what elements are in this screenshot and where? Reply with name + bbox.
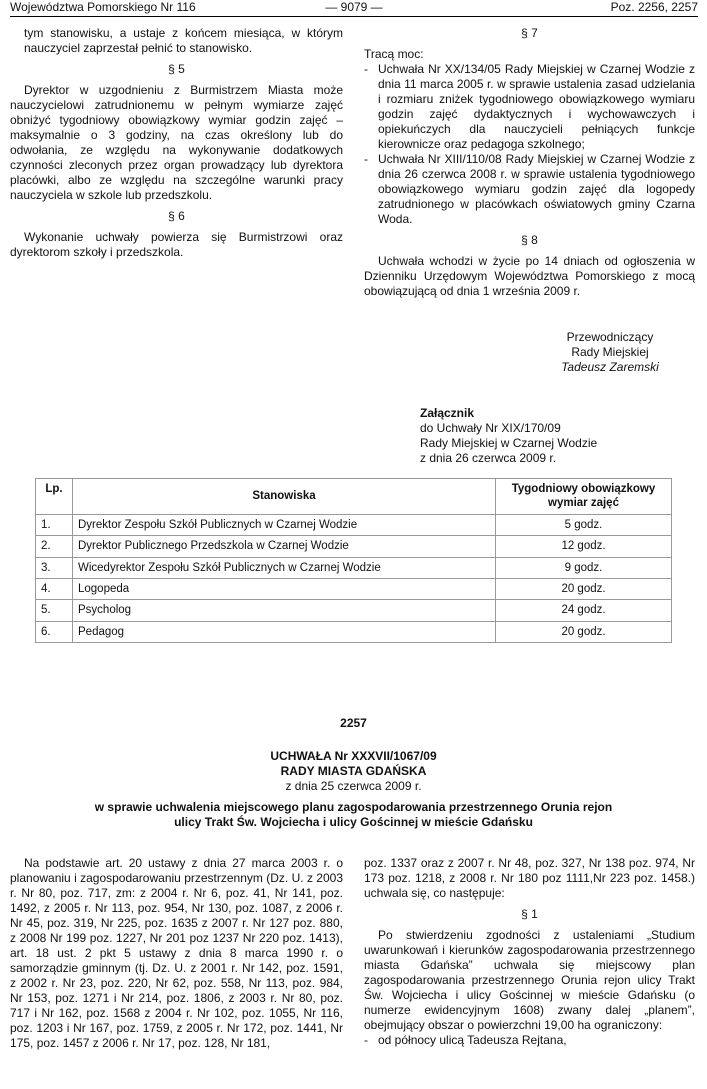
attachment-line: z dnia 26 czerwca 2009 r. xyxy=(420,451,557,465)
table-row xyxy=(36,514,672,535)
attachment-line: Rady Miejskiej w Czarnej Wodzie xyxy=(420,436,598,450)
header-page-number: — 9079 — xyxy=(325,0,383,14)
table-cell: 20 godz. xyxy=(496,621,672,642)
table-cell: 3. xyxy=(36,557,73,578)
repealed-list xyxy=(364,62,695,227)
table-row xyxy=(36,621,672,642)
column-header: Tygodniowy obowiązkowy wymiar zajęć xyxy=(496,479,672,515)
resolution-authority: RADY MIASTA GDAŃSKA xyxy=(280,764,427,778)
section-heading: § 7 xyxy=(521,26,538,40)
resolution-subject: ulicy Trakt Św. Wojciecha i ulicy Gościnnej w mieście Gdańsku xyxy=(174,815,533,829)
table-cell: Logopeda xyxy=(73,578,496,599)
table-cell: Wicedyrektor Zespołu Szkół Publicznych w Czarnej Wodzie xyxy=(73,557,496,578)
table-cell: 5. xyxy=(36,600,73,621)
paragraph: tym stanowisku, a ustaje z końcem miesiąca, w którym nauczyciel zaprzestał pełnić to stanowisko. xyxy=(24,26,343,55)
column-header: Lp. xyxy=(36,479,73,515)
paragraph: Tracą moc: xyxy=(364,47,424,61)
bottom-right-column xyxy=(364,856,695,1054)
workload-table xyxy=(35,478,672,643)
header-journal: Województwa Pomorskiego Nr 116 xyxy=(10,0,196,14)
table-cell: 9 godz. xyxy=(496,557,672,578)
table-header-row xyxy=(36,479,672,515)
boundary-list xyxy=(364,1033,695,1048)
list-item xyxy=(364,1033,695,1048)
signature-line: Rady Miejskiej xyxy=(571,345,649,359)
top-right-column xyxy=(364,26,695,305)
list-item xyxy=(364,152,695,227)
list-item-text: Uchwała Nr XIII/110/08 Rady Miejskiej w Czarnej Wodzie z dnia 26 czerwca 2008 r. w sprawie ustalenia tygodniowego obowiązkowego wymiaru godzin zajęć dla logopedy zatrudnionego w placówkach oświatowych gminy Czarna Woda. xyxy=(378,152,695,226)
table-cell: 5 godz. xyxy=(496,514,672,535)
paragraph: Wykonanie uchwały powierza się Burmistrzowi oraz dyrektorom szkoły i przedszkola. xyxy=(10,230,343,259)
table-row xyxy=(36,557,672,578)
table-cell: 12 godz. xyxy=(496,536,672,557)
section-heading: § 8 xyxy=(521,233,538,247)
top-left-column xyxy=(10,26,343,266)
table-cell: Pedagog xyxy=(73,621,496,642)
section-heading: § 1 xyxy=(521,907,538,921)
dash-marker: - xyxy=(364,1033,368,1047)
header-position: Poz. 2256, 2257 xyxy=(610,0,698,14)
paragraph: poz. 1337 oraz z 2007 r. Nr 48, poz. 327, Nr 138 poz. 974, Nr 173 poz. 1218, z 2008 r. Nr 180 poz 1111,Nr 223 poz. 1458.) uchwala się, co następuje: xyxy=(364,856,695,900)
signature-line: Przewodniczący xyxy=(566,330,654,344)
table-cell: 4. xyxy=(36,578,73,599)
attachment-heading xyxy=(420,406,597,466)
table-row xyxy=(36,578,672,599)
paragraph: Na podstawie art. 20 ustawy z dnia 27 marca 2003 r. o planowaniu i zagospodarowaniu przestrzennym (Dz. U. z 2003 r. Nr 80, poz. 717, zm: z 2004 r. Nr 6, poz. 41, Nr 141, poz. 1492, z 2005 r. Nr 113, poz. 954, Nr 130, poz. 1087, z 2006 r. Nr 45, poz. 319, Nr 225, poz. 1635 z 2007 r. Nr 127 poz. 880, z 2008 Nr 199 poz. 1227, Nr 201 poz 1237 Nr 220 poz. 1413), art. 18 ust. 2 pkt 5 ustawy z dnia 8 marca 1990 r. o samorządzie gminnym (tj. Dz. U. z 2001 r. Nr 142, poz. 1591, z 2002 r. Nr 23, poz. 220, Nr 62, poz. 558, Nr 113, poz. 984, Nr 153, poz. 1271 i Nr 214, poz. 1806, z 2003 r. Nr 80, poz. 717 i Nr 162, poz. 1568 z 2004 r. Nr 102, poz. 1055, Nr 116, poz. 1203 i Nr 167, poz. 1759, z 2005 r. Nr 172, poz. 1441, Nr 175, poz. 1457 z 2006 r. Nr 17, poz. 128, Nr 181, xyxy=(10,856,343,1050)
attachment-line: do Uchwały Nr XIX/170/09 xyxy=(420,421,561,435)
bottom-left-column xyxy=(10,856,343,1057)
dash-marker: - xyxy=(364,152,368,166)
table-cell: 24 godz. xyxy=(496,600,672,621)
table-row xyxy=(36,600,672,621)
list-item-text: od północy ulicą Tadeusza Rejtana, xyxy=(378,1033,567,1047)
attachment-title: Załącznik xyxy=(420,406,475,420)
table-cell: 2. xyxy=(36,536,73,557)
table-row xyxy=(36,536,672,557)
resolution-title: UCHWAŁA Nr XXXVII/1067/09 xyxy=(270,749,437,763)
list-item xyxy=(364,62,695,152)
resolution-heading xyxy=(0,716,707,830)
table-cell: 6. xyxy=(36,621,73,642)
paragraph: Dyrektor w uzgodnieniu z Burmistrzem Miasta może nauczycielowi zatrudnionemu w pełnym wymiarze zajęć obniżyć tygodniowy obowiązkowy wymiar godzin zajęć – maksymalnie o 3 godziny, na czas określony lub do odwołania, ze względu na wykonywanie dodatkowych czynności zleconych przez organ prowadzący lub dyrektora placówki, albo ze względu na szczególne warunki pracy nauczyciela w szkole lub przedszkolu. xyxy=(10,83,343,202)
dash-marker: - xyxy=(364,62,368,76)
page-header xyxy=(10,0,698,17)
table-cell: Dyrektor Publicznego Przedszkola w Czarnej Wodzie xyxy=(73,536,496,557)
section-heading: § 5 xyxy=(168,62,185,76)
signatory-name: Tadeusz Zaremski xyxy=(561,360,659,374)
resolution-number: 2257 xyxy=(340,716,367,730)
table-cell: Psycholog xyxy=(73,600,496,621)
table-cell: 1. xyxy=(36,514,73,535)
paragraph: Po stwierdzeniu zgodności z ustaleniami „Studium uwarunkowań i kierunków zagospodarowania przestrzennego miasta Gdańska” uchwala się miejscowy plan zagospodarowania przestrzennego Orunia rejon ulicy Trakt Św. Wojciecha i ulicy Gościnnej w mieście Gdańsku (o numerze ewidencyjnym 1608) zwany dalej „planem”, obejmujący obszar o powierzchni 19,00 ha ograniczony: xyxy=(364,928,695,1032)
resolution-subject: w sprawie uchwalenia miejscowego planu zagospodarowania przestrzennego Orunia rejon xyxy=(94,800,613,814)
table-cell: 20 godz. xyxy=(496,578,672,599)
table-cell: Dyrektor Zespołu Szkół Publicznych w Czarnej Wodzie xyxy=(73,514,496,535)
resolution-date: z dnia 25 czerwca 2009 r. xyxy=(285,779,422,793)
list-item-text: Uchwała Nr XX/134/05 Rady Miejskiej w Czarnej Wodzie z dnia 11 marca 2005 r. w sprawie ustalenia zasad udzielania i rozmiaru zniżek tygodniowego obowiązkowego wymiaru godzin zajęć dydaktycznych i wychowawczych i opiekuńczych dla nauczycieli pełniących funkcje kierownicze oraz pedagoga szkolnego; xyxy=(378,62,695,151)
section-heading: § 6 xyxy=(168,209,185,223)
signature-block xyxy=(540,330,680,375)
column-header: Stanowiska xyxy=(73,479,496,515)
paragraph: Uchwała wchodzi w życie po 14 dniach od ogłoszenia w Dzienniku Urzędowym Województwa Pomorskiego z mocą obowiązującą od dnia 1 września 2009 r. xyxy=(364,254,695,298)
